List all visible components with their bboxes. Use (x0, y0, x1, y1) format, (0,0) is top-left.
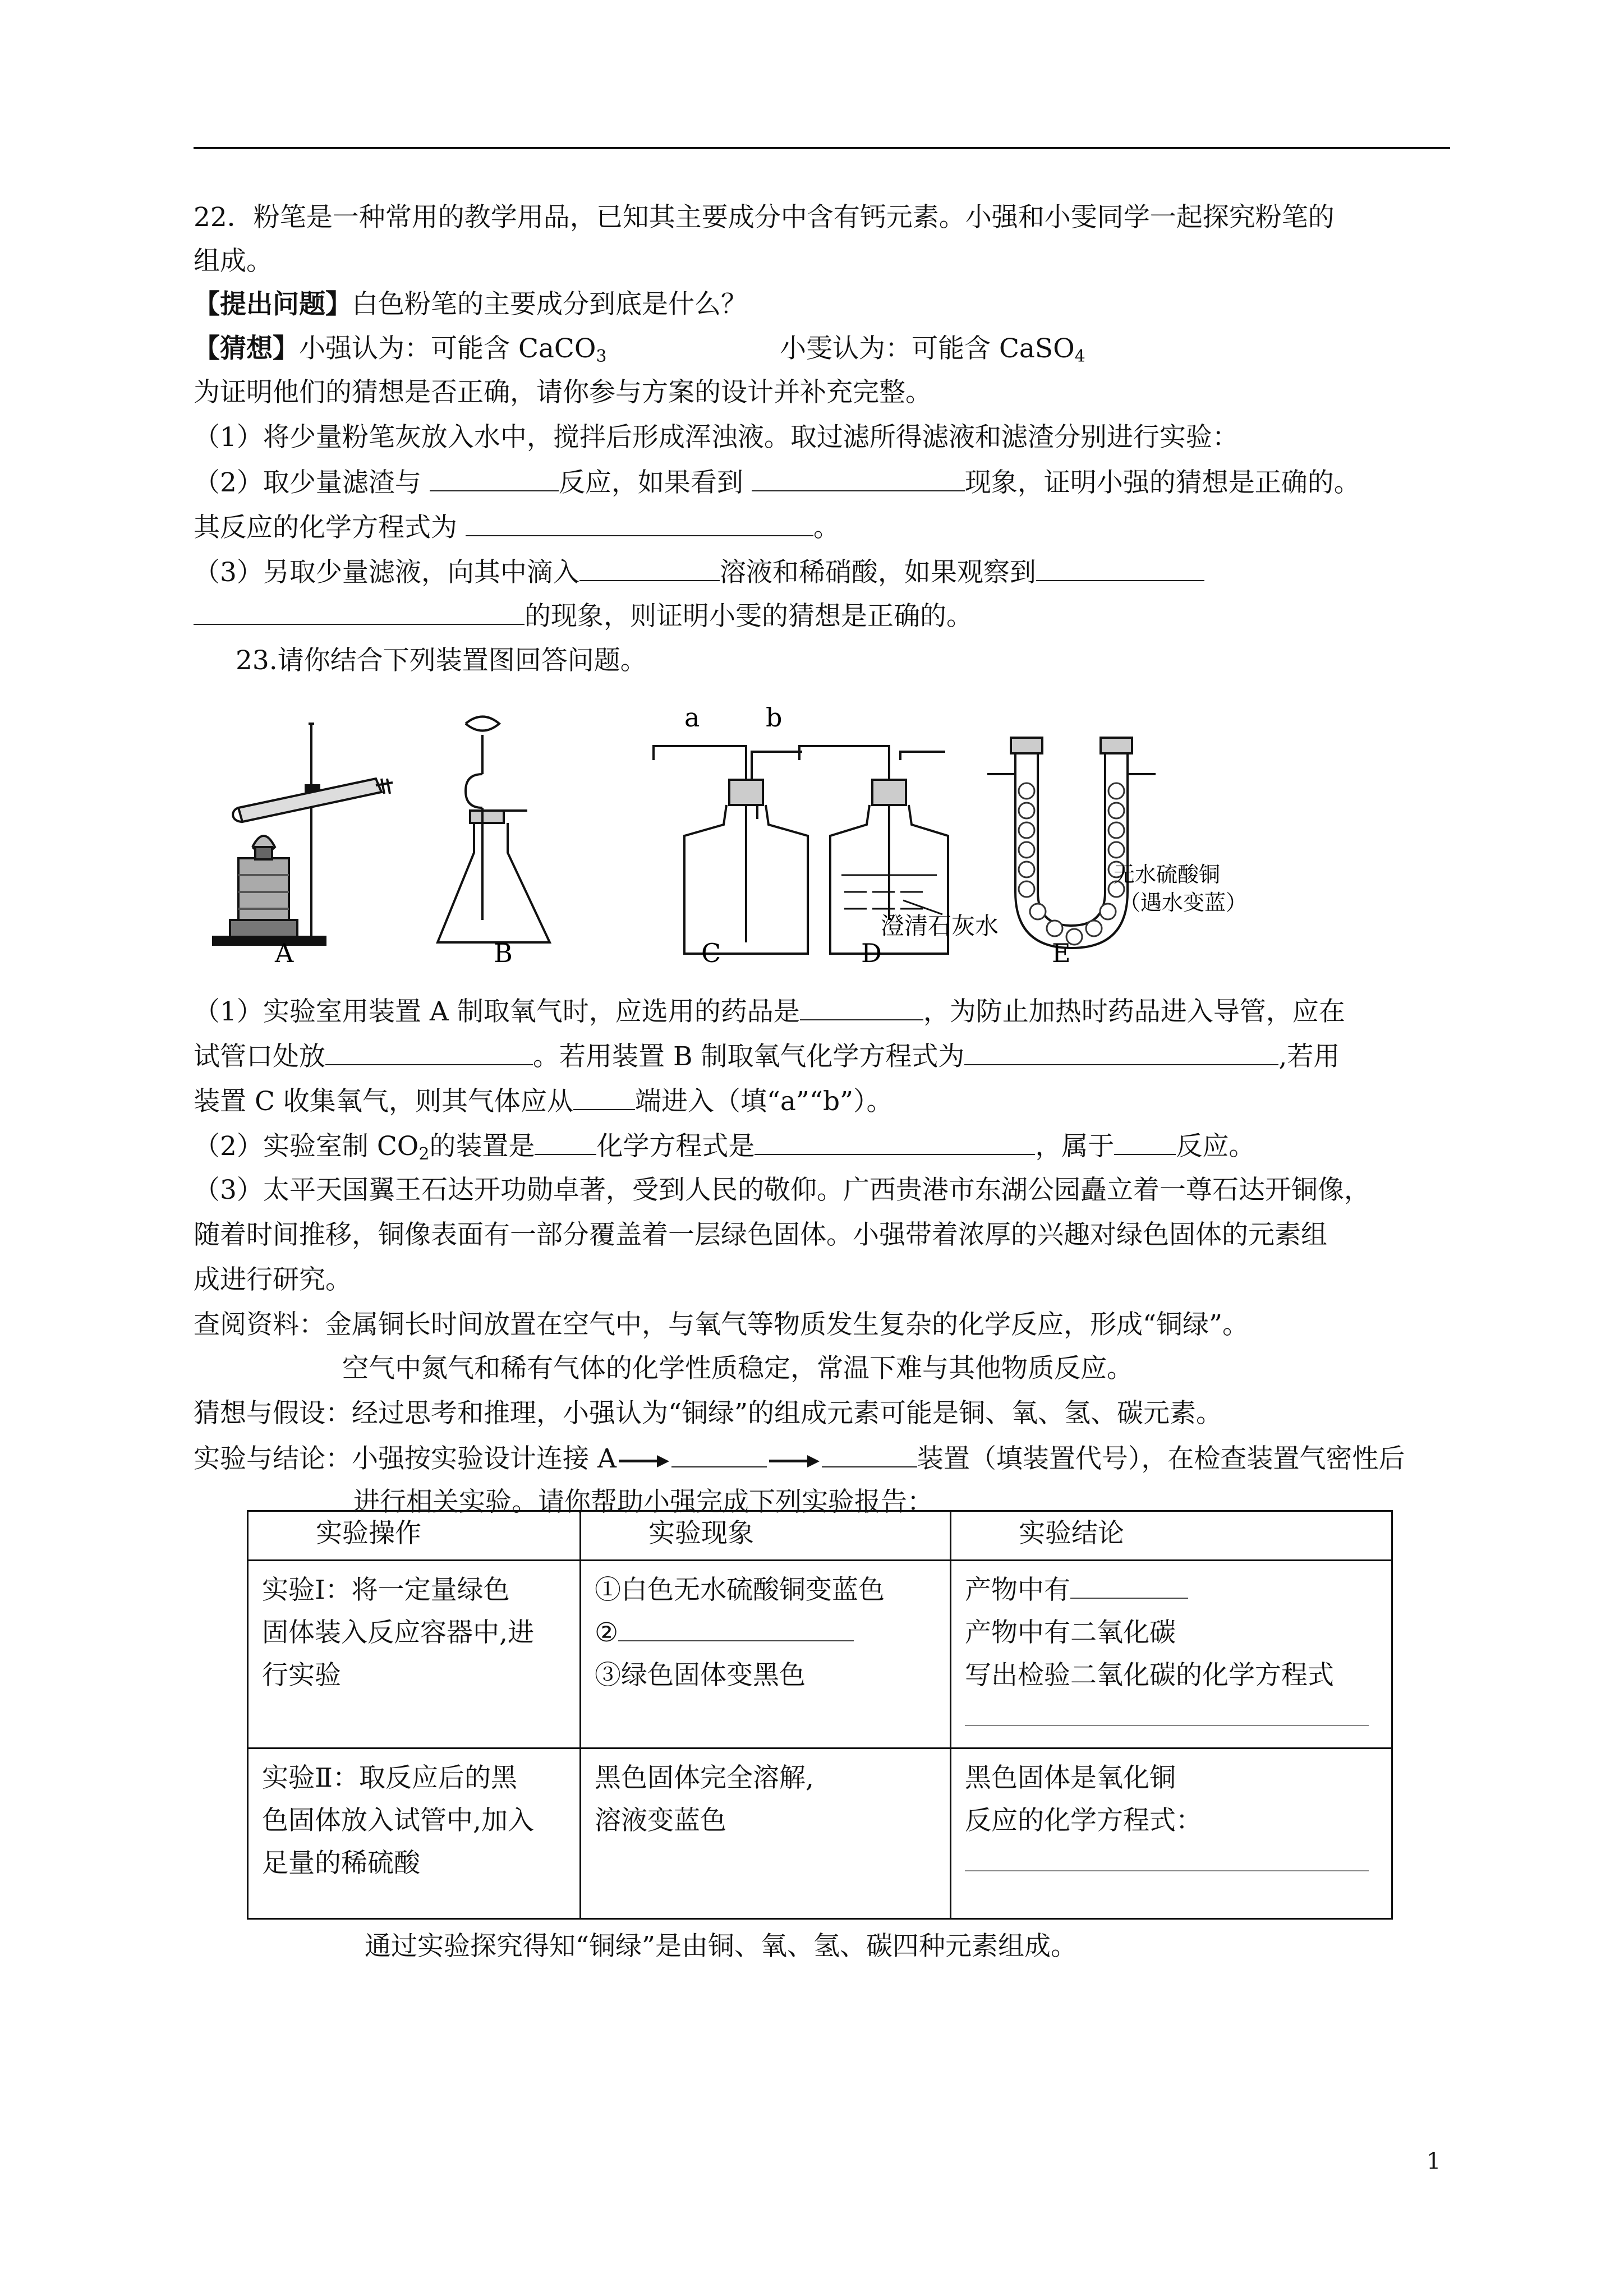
header-operation: 实验操作 (248, 1511, 581, 1561)
answer-blank-phenomenon[interactable] (752, 466, 965, 491)
question-text: 白色粉笔的主要成分到底是什么？ (352, 289, 747, 320)
row2-obs-2: 溶液变蓝色 (595, 1805, 726, 1836)
header-conclusion: 实验结论 (951, 1511, 1392, 1561)
answer-blank-reaction-type[interactable] (1114, 1129, 1176, 1155)
p2-text-e: 反应。 (1176, 1131, 1255, 1162)
step3-text-c: 的现象，则证明小雯的猜想是正确的。 (525, 601, 973, 632)
guess-a-sub: 3 (596, 347, 607, 366)
apparatus-c (654, 746, 808, 954)
q23-ref-line1: 查阅资料：金属铜长时间放置在空气中，与氧气等物质发生复杂的化学反应，形成“铜绿”。 (194, 1309, 1249, 1340)
q23-experiment-line (194, 1442, 1405, 1476)
label-e: E (1052, 938, 1071, 968)
step2-text-d: 其反应的化学方程式为 (194, 512, 457, 543)
answer-blank-device-1[interactable] (671, 1442, 767, 1467)
row2-op-line: 足量的稀硫酸 (262, 1847, 420, 1879)
guess-b-sub: 4 (1074, 347, 1085, 366)
row2-obs-1: 黑色固体完全溶解, (595, 1762, 814, 1793)
answer-blank-device[interactable] (535, 1129, 596, 1155)
q22-step2-equation (194, 510, 840, 545)
answer-blank-drug[interactable] (800, 995, 923, 1020)
guess-label: 【猜想】 (194, 333, 299, 364)
row1-obs-1: ①白色无水硫酸铜变蓝色 (595, 1575, 885, 1606)
answer-blank-o2-equation[interactable] (964, 1039, 1278, 1065)
apparatus-diagram (191, 707, 1481, 970)
header-phenomenon: 实验现象 (581, 1511, 951, 1561)
cuso4-label-1: 无水硫酸铜 (1114, 862, 1221, 887)
row2-phenomenon (581, 1748, 951, 1918)
row1-op-line: 行实验 (262, 1660, 341, 1691)
label-b: B (494, 938, 513, 968)
q22-question (194, 288, 747, 321)
answer-blank-observation[interactable] (1036, 555, 1204, 581)
answer-blank-co2-test-equation[interactable] (965, 1703, 1369, 1726)
q22-line2: 组成。 (194, 246, 273, 277)
row2-op-line: 实验Ⅱ：取反应后的黑 (262, 1762, 517, 1793)
p1-text-c: 试管口处放 (194, 1041, 325, 1072)
answer-blank-device-2[interactable] (822, 1442, 917, 1467)
p2-text-d: ，属于 (1035, 1131, 1115, 1162)
arrow-icon (619, 1455, 669, 1466)
step2-text-a: （2）取少量滤渣与 (194, 467, 421, 498)
p1-text-a: （1）实验室用装置 A 制取氧气时，应选用的药品是 (194, 996, 800, 1027)
q23-hypothesis: 猜想与假设：经过思考和推理，小强认为“铜绿”的组成元素可能是铜、氧、氢、碳元素。 (194, 1398, 1223, 1429)
p1-text-g: 端进入（填“a”“b”）。 (634, 1086, 893, 1117)
guess-a: 小强认为：可能含 CaCO (299, 333, 596, 364)
port-b-label: b (766, 707, 783, 733)
row1-phenomenon (581, 1561, 951, 1749)
answer-blank-co2-equation[interactable] (755, 1129, 1035, 1155)
answer-blank-reagent[interactable] (579, 555, 720, 581)
table-row (248, 1561, 1392, 1749)
limewater-label: 澄清石灰水 (881, 912, 999, 940)
step3-text-a: （3）另取少量滤液，向其中滴入 (194, 557, 579, 588)
exp-text-b: 装置（填装置代号），在检查装置气密性后 (917, 1443, 1405, 1474)
row1-con-3: 写出检验二氧化碳的化学方程式 (965, 1660, 1334, 1691)
row1-con-2: 产物中有二氧化碳 (965, 1617, 1176, 1649)
q22-intro: 为证明他们的猜想是否正确，请你参与方案的设计并补充完整。 (194, 377, 932, 408)
q23-p3-line3: 成进行研究。 (194, 1264, 352, 1295)
row1-obs-2-line (595, 1612, 936, 1654)
row1-op-line: 固体装入反应容器中,进 (262, 1617, 534, 1649)
arrow-icon (769, 1455, 820, 1466)
guess-b: 小雯认为：可能含 CaSO (780, 333, 1075, 364)
step2-text-e: 。 (813, 512, 840, 543)
answer-blank-plug[interactable] (325, 1039, 533, 1065)
row1-obs-2: ② (595, 1617, 619, 1649)
question-label: 【提出问题】 (194, 289, 352, 320)
answer-blank-obs2[interactable] (618, 1618, 854, 1641)
p1-text-f: 装置 C 收集氧气，则其气体应从 (194, 1086, 573, 1117)
header-rule (194, 147, 1450, 149)
q23-p3-line1: （3）太平天国翼王石达开功勋卓著，受到人民的敬仰。广西贵港市东湖公园矗立着一尊石达开铜像， (194, 1175, 1370, 1205)
apparatus-b (438, 717, 550, 943)
row1-con-1-line (965, 1569, 1378, 1612)
answer-blank-equation[interactable] (466, 510, 813, 536)
cuso4-label-2: （遇水变蓝） (1119, 890, 1248, 915)
label-d: D (861, 938, 882, 968)
p2-sub: 2 (418, 1144, 430, 1164)
row2-con-1: 黑色固体是氧化铜 (965, 1762, 1176, 1793)
q23-experiment-line2: 进行相关实验。请你帮助小强完成下列实验报告： (353, 1487, 933, 1517)
answer-blank-cuo-equation[interactable] (965, 1848, 1369, 1871)
q22-step3-cont (194, 599, 973, 633)
p1-text-b: ，为防止加热时药品进入导管，应在 (923, 996, 1345, 1027)
step3-text-b: 溶液和稀硝酸，如果观察到 (719, 557, 1036, 588)
row1-operation (248, 1561, 581, 1749)
q23-intro: 23.请你结合下列装置图回答问题。 (236, 645, 647, 676)
answer-blank-reactant[interactable] (430, 466, 559, 491)
apparatus-e (987, 738, 1156, 948)
step2-text-b: 反应，如果看到 (558, 467, 743, 498)
label-c: C (701, 938, 721, 968)
row2-conclusion (951, 1748, 1392, 1918)
row2-op-line: 色固体放入试管中,加入 (262, 1805, 534, 1836)
p2-text-b: 的装置是 (429, 1131, 535, 1162)
q22-line1: 22．粉笔是一种常用的教学用品，已知其主要成分中含有钙元素。小强和小雯同学一起探究粉笔的 (194, 202, 1335, 233)
port-a-label: a (684, 707, 700, 733)
q23-p1-line3 (194, 1084, 893, 1119)
q22-step3 (194, 555, 1204, 590)
row2-operation (248, 1748, 581, 1918)
experiment-report-table (247, 1510, 1393, 1920)
q22-guess (194, 332, 607, 366)
apparatus-a (213, 724, 393, 945)
step2-text-c: 现象，证明小强的猜想是正确的。 (964, 467, 1360, 498)
p2-text-c: 化学方程式是 (596, 1131, 755, 1162)
row2-con-2: 反应的化学方程式： (965, 1805, 1202, 1836)
q23-ref-line2: 空气中氮气和稀有气体的化学性质稳定，常温下难与其他物质反应。 (342, 1353, 1133, 1384)
exp-text-a: 实验与结论：小强按实验设计连接 A (194, 1443, 617, 1474)
answer-blank-port[interactable] (573, 1084, 635, 1110)
p2-text-a: （2）实验室制 CO (194, 1131, 419, 1162)
table-header-row (248, 1511, 1392, 1561)
page-number: 1 (1427, 2148, 1441, 2174)
p1-text-e: ,若用 (1278, 1041, 1340, 1072)
answer-blank-product[interactable] (1070, 1575, 1188, 1599)
label-a: A (275, 938, 294, 968)
q22-guess-b (780, 332, 1085, 366)
row1-con-1: 产物中有 (965, 1575, 1070, 1606)
q23-p1-line2 (194, 1039, 1340, 1074)
table-row (248, 1748, 1392, 1918)
row1-conclusion (951, 1561, 1392, 1749)
answer-blank-observation-cont[interactable] (194, 599, 525, 625)
row1-obs-3: ③绿色固体变黑色 (595, 1660, 806, 1691)
row1-op-line: 实验Ⅰ：将一定量绿色 (262, 1575, 510, 1606)
q23-p2 (194, 1129, 1255, 1163)
p1-text-d: 。若用装置 B 制取氧气化学方程式为 (533, 1041, 965, 1072)
q23-p3-line2: 随着时间推移，铜像表面有一部分覆盖着一层绿色固体。小强带着浓厚的兴趣对绿色固体的元素组 (194, 1220, 1327, 1250)
q23-conclusion: 通过实验探究得知“铜绿”是由铜、氧、氢、碳四种元素组成。 (365, 1931, 1078, 1962)
q22-step1: （1）将少量粉笔灰放入水中，搅拌后形成浑浊液。取过滤所得滤液和滤渣分别进行实验： (194, 422, 1239, 453)
q22-step2 (194, 466, 1360, 500)
q23-p1-line1 (194, 995, 1345, 1029)
